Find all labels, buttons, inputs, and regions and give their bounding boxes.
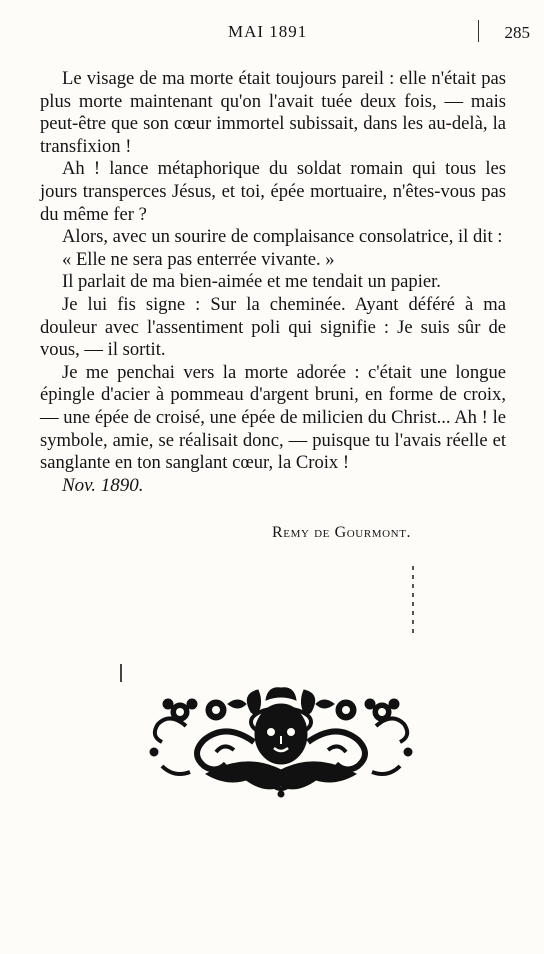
- paragraph-2: Ah ! lance métaphorique du soldat romain qui tous les jours transperces Jésus, et toi, épée mortuaire, n'êtes-vous pas du même fer ?: [40, 158, 506, 225]
- paragraph-7: Je me penchai vers la morte adorée : c'était une longue épingle d'acier à pommeau d'argent bruni, en forme de croix, — une épée de croisé, une épée de milicien du Christ... Ah ! le symbole, amie, se réalisait donc, — puisque tu l'avais réelle et sanglante en ton sanglant cœur, la Croix !: [40, 361, 506, 474]
- margin-mark: [412, 566, 414, 636]
- author-signature: Remy de Gourmont.: [272, 524, 412, 541]
- running-head: [0, 20, 544, 44]
- print-mark: [120, 664, 122, 682]
- paragraph-4: « Elle ne sera pas enterrée vivante. »: [62, 248, 335, 270]
- paragraph-5: Il parlait de ma bien-aimée et me tendait un papier.: [62, 271, 441, 293]
- paragraph-3: Alors, avec un sourire de complaisance consolatrice, il dit :: [62, 226, 503, 248]
- date-line: Nov. 1890.: [62, 474, 144, 496]
- paragraph-6: Je lui fis signe : Sur la cheminée. Ayant déféré à ma douleur avec l'assentiment poli qui signifie : Je suis sûr de vous, — il sortit.: [40, 293, 506, 361]
- page-number: 285: [504, 23, 530, 42]
- body-text: [40, 68, 506, 497]
- running-title: MAI 1891: [228, 22, 308, 41]
- tailpiece-ornament-icon: [146, 682, 416, 800]
- paragraph-1: Le visage de ma morte était toujours pareil : elle n'était pas plus morte maintenant qu'on l'avait tuée deux fois, — mais peut-être que son cœur immortel subissait, dans les au-delà, la transfixion !: [40, 68, 506, 157]
- header-rule: [478, 20, 479, 42]
